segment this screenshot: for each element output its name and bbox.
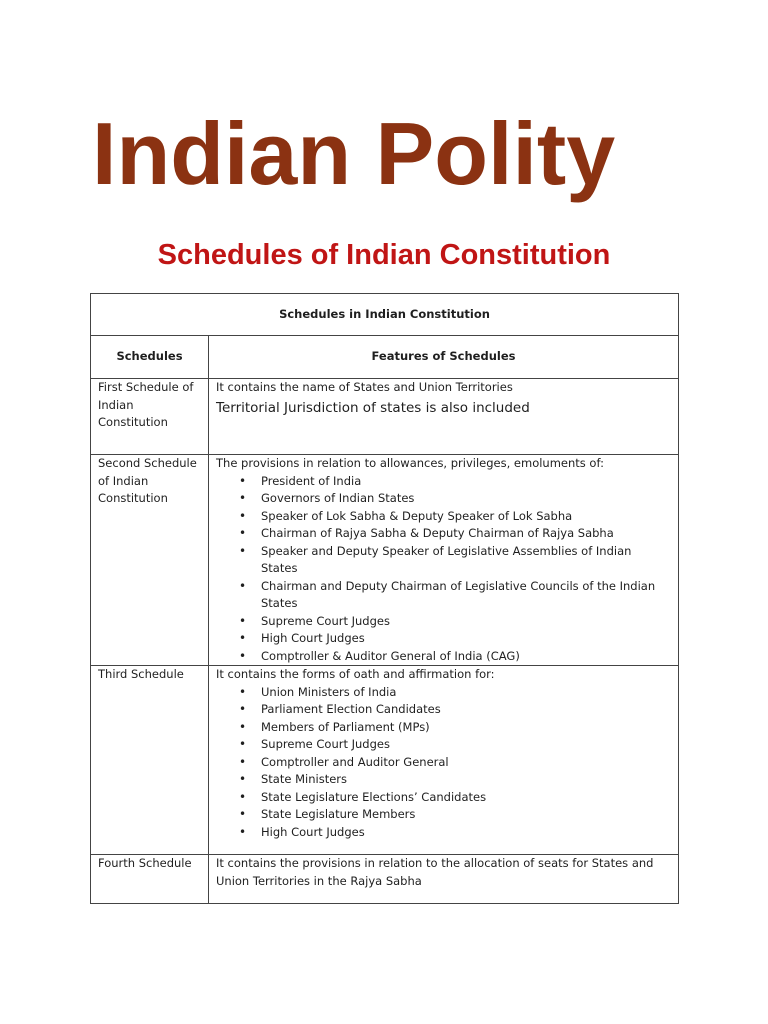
table-row: [91, 455, 679, 666]
schedule-name: First Schedule of Indian Constitution: [91, 379, 209, 455]
list-item: • High Court Judges: [216, 824, 671, 842]
schedule-features: [209, 855, 679, 904]
list-item: • State Legislature Members: [216, 806, 671, 824]
schedule-features: [209, 455, 679, 666]
features-intro: It contains the provisions in relation to the allocation of seats for States and Union Territories in the Rajya Sabha: [216, 856, 654, 888]
table-row: [91, 379, 679, 455]
list-item: • Members of Parliament (MPs): [216, 719, 671, 737]
list-item: • President of India: [216, 473, 671, 491]
page-subtitle: Schedules of Indian Constitution: [157, 239, 611, 271]
schedule-features: [209, 666, 679, 855]
features-extra: Territorial Jurisdiction of states is also included: [216, 399, 530, 416]
features-intro: It contains the name of States and Union Territories: [216, 380, 513, 394]
page-title: Indian Polity: [92, 104, 616, 203]
features-list: [216, 684, 671, 842]
list-item: • Union Ministers of India: [216, 684, 671, 702]
schedule-features: [209, 379, 679, 455]
list-item: • Chairman and Deputy Chairman of Legislative Councils of the Indian States: [216, 578, 671, 613]
schedule-name: Fourth Schedule: [91, 855, 209, 904]
schedule-name: Third Schedule: [91, 666, 209, 855]
features-intro: It contains the forms of oath and affirmation for:: [216, 667, 495, 681]
list-item: • State Ministers: [216, 771, 671, 789]
list-item: • Supreme Court Judges: [216, 613, 671, 631]
list-item: • Supreme Court Judges: [216, 736, 671, 754]
features-list: [216, 473, 671, 666]
list-item: • Comptroller & Auditor General of India (CAG): [216, 648, 671, 666]
list-item: • State Legislature Elections’ Candidates: [216, 789, 671, 807]
list-item: • Governors of Indian States: [216, 490, 671, 508]
list-item: • Speaker and Deputy Speaker of Legislative Assemblies of Indian States: [216, 543, 671, 578]
table-caption: Schedules in Indian Constitution: [91, 294, 679, 336]
table-row: [91, 855, 679, 904]
list-item: • Parliament Election Candidates: [216, 701, 671, 719]
list-item: • Comptroller and Auditor General: [216, 754, 671, 772]
features-intro: The provisions in relation to allowances, privileges, emoluments of:: [216, 456, 604, 470]
schedules-table: [90, 293, 679, 904]
schedule-name: Second Schedule of Indian Constitution: [91, 455, 209, 666]
column-header-schedules: Schedules: [91, 336, 209, 379]
list-item: • Chairman of Rajya Sabha & Deputy Chairman of Rajya Sabha: [216, 525, 671, 543]
table-row: [91, 666, 679, 855]
list-item: • High Court Judges: [216, 630, 671, 648]
column-header-features: Features of Schedules: [209, 336, 679, 379]
list-item: • Speaker of Lok Sabha & Deputy Speaker of Lok Sabha: [216, 508, 671, 526]
